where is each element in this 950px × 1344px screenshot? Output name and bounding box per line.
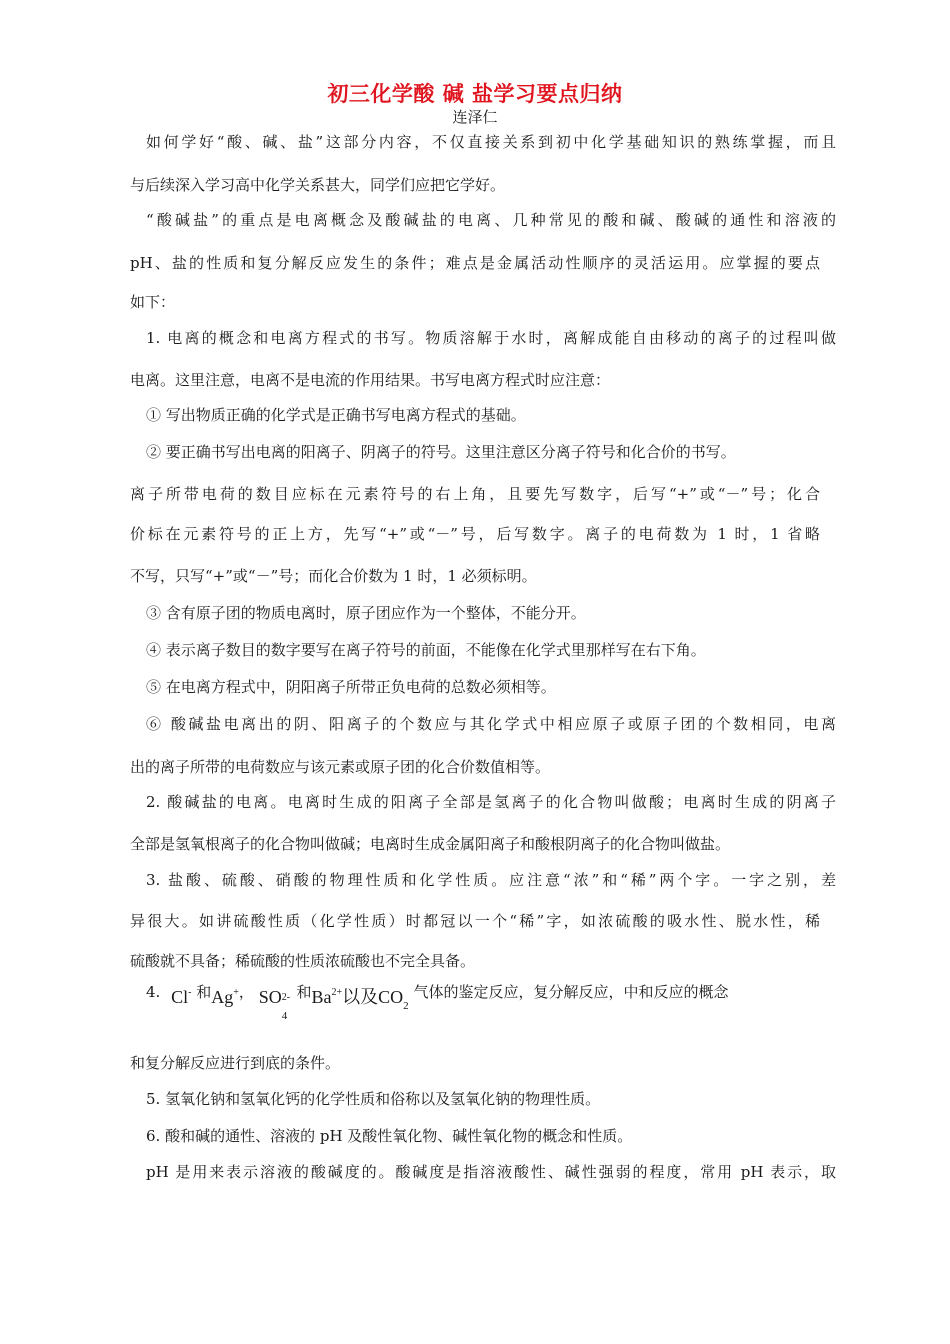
paragraph-line: 2. 酸碱盐的电离。电离时生成的阳离子全部是氢离子的化合物叫做酸；电离时生成的阴离子 — [146, 793, 836, 811]
sulfate-ion: SO 2- 4 — [258, 987, 291, 1022]
carbon-dioxide: $CO_2$ — [378, 987, 409, 1012]
paragraph-line: 价标在元素符号的正上方，先写“+”或“－”号，后写数字。离子的电荷数为 1 时，1 省略 — [130, 525, 820, 543]
paragraph-line: 3. 盐酸、硫酸、硝酸的物理性质和化学性质。应注意“浓”和“稀”两个字。一字之别，差 — [146, 871, 836, 889]
paragraph-line: 异很大。如讲硫酸性质（化学性质）时都冠以一个“稀”字，如浓硫酸的吸水性、脱水性，稀 — [130, 912, 820, 930]
paragraph-line: pH 是用来表示溶液的酸碱度的。酸碱度是指溶液酸性、碱性强弱的程度，常用 pH 表示，取 — [146, 1163, 836, 1181]
paragraph-line: 如何学好“酸、碱、盐”这部分内容，不仅直接关系到初中化学基础知识的熟练掌握，而且 — [146, 133, 836, 151]
paragraph-line: ② 要正确书写出电离的阳离子、阴离子的符号。这里注意区分离子符号和化合价的书写。 — [146, 443, 736, 461]
paragraph-line: 和复分解反应进行到底的条件。 — [130, 1054, 341, 1072]
paragraph-line: 全部是氢氧根离子的化合物叫做碱；电离时生成金属阳离子和酸根阴离子的化合物叫做盐。 — [130, 835, 731, 853]
conjunction-text: 和 — [196, 983, 212, 1001]
document-title: 初三化学酸 碱 盐学习要点归纳 — [327, 81, 623, 106]
paragraph-line: 硫酸就不具备；稀硫酸的性质浓硫酸也不完全具备。 — [130, 952, 476, 970]
comma-text: ， — [238, 983, 254, 1001]
item-number: 4. — [146, 983, 161, 1001]
ion-identification-formula-line — [146, 982, 820, 1022]
barium-ion: $Ba^{2+}$ — [311, 987, 343, 1007]
paragraph-line: 与后续深入学习高中化学关系甚大，同学们应把它学好。 — [130, 176, 506, 194]
paragraph-line: ⑤ 在电离方程式中，阴阳离子所带正负电荷的总数必须相等。 — [146, 678, 556, 696]
paragraph-line: 如下： — [130, 293, 176, 311]
paragraph-line: 6. 酸和碱的通性、溶液的 pH 及酸性氧化物、碱性氧化物的概念和性质。 — [146, 1127, 633, 1145]
author-name: 连泽仁 — [452, 108, 498, 126]
silver-ion: Ag+ — [211, 987, 239, 1007]
formula-line-text: 气体的鉴定反应，复分解反应，中和反应的概念 — [413, 983, 729, 1001]
conjunction-text: 和 — [296, 983, 312, 1001]
paragraph-line: 1. 电离的概念和电离方程式的书写。物质溶解于水时，离解成能自由移动的离子的过程叫做 — [146, 329, 836, 347]
paragraph-line: ① 写出物质正确的化学式是正确书写电离方程式的基础。 — [146, 406, 526, 424]
paragraph-line: 电离。这里注意，电离不是电流的作用结果。书写电离方程式时应注意： — [130, 371, 611, 389]
paragraph-line: 出的离子所带的电荷数应与该元素或原子团的化合价数值相等。 — [130, 758, 551, 776]
paragraph-line: ④ 表示离子数目的数字要写在离子符号的前面，不能像在化学式里那样写在右下角。 — [146, 641, 706, 659]
paragraph-line: “酸碱盐”的重点是电离概念及酸碱盐的电离、几种常见的酸和碱、酸碱的通性和溶液的 — [146, 211, 836, 229]
paragraph-line: 不写，只写“+”或“－”号；而化合价数为 1 时，1 必须标明。 — [130, 567, 537, 585]
paragraph-line: pH、盐的性质和复分解反应发生的条件；难点是金属活动性顺序的灵活运用。应掌握的要点 — [130, 254, 820, 272]
paragraph-line: 离子所带电荷的数目应标在元素符号的右上角，且要先写数字，后写“+”或“－”号；化合 — [130, 485, 820, 503]
paragraph-line: ③ 含有原子团的物质电离时，原子团应作为一个整体，不能分开。 — [146, 604, 586, 622]
paragraph-line: 5. 氢氧化钠和氢氧化钙的化学性质和俗称以及氢氧化钠的物理性质。 — [146, 1090, 601, 1108]
conjunction-text: 以及 — [342, 987, 379, 1007]
chloride-ion: Cl- — [171, 987, 192, 1007]
paragraph-line: ⑥ 酸碱盐电离出的阴、阳离子的个数应与其化学式中相应原子或原子团的个数相同，电离 — [146, 715, 836, 733]
